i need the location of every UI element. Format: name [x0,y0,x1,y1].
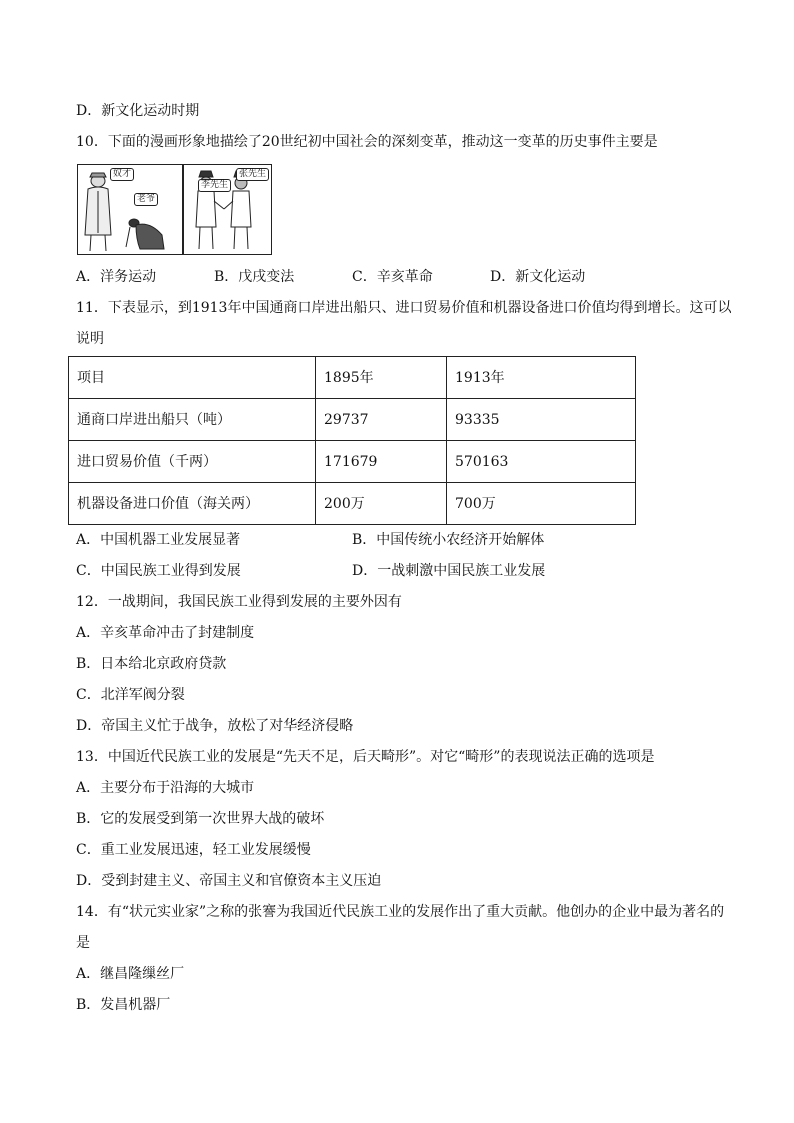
table-cell: 700万 [447,483,636,525]
q11-option-c[interactable]: C．中国民族工业得到发展 [76,563,241,579]
q13-option-d[interactable]: D．受到封建主义、帝国主义和官僚资本主义压迫 [76,873,382,889]
cartoon-divider [182,165,184,254]
q13-stem: 13．中国近代民族工业的发展是“先天不足，后天畸形”。对它“畸形”的表现说法正确的选项是 [76,749,655,765]
table-header-row [69,357,636,399]
table-cell: 29737 [316,399,447,441]
q11-stem-line1: 11．下表显示，到1913年中国通商口岸进出船只、进口贸易价值和机器设备进口价值均得到增长。这可以 [76,300,732,316]
q10-cartoon [77,164,272,255]
q11-stem-line2: 说明 [76,331,104,347]
q12-stem: 12．一战期间，我国民族工业得到发展的主要外因有 [76,594,402,610]
table-row [69,399,636,441]
table-cell: 570163 [447,441,636,483]
table-cell: 93335 [447,399,636,441]
q12-option-a[interactable]: A．辛亥革命冲击了封建制度 [76,625,255,641]
q10-option-c[interactable]: C．辛亥革命 [352,269,433,285]
q14-stem-line1: 14．有“状元实业家”之称的张謇为我国近代民族工业的发展作出了重大贡献。他创办的企业中最为著名的 [76,904,725,920]
q11-options-row2 [76,561,716,581]
q10-stem: 10．下面的漫画形象地描绘了20世纪初中国社会的深刻变革，推动这一变革的历史事件主要是 [76,134,658,150]
table-header-cell: 1913年 [447,357,636,399]
table-header-cell: 项目 [69,357,316,399]
q10-option-d[interactable]: D．新文化运动 [490,269,586,285]
q13-option-c[interactable]: C．重工业发展迅速，轻工业发展缓慢 [76,842,311,858]
table-row [69,441,636,483]
table-cell: 171679 [316,441,447,483]
q14-stem-line2: 是 [76,935,90,951]
table-cell: 机器设备进口价值（海关两） [69,483,316,525]
q9-option-d: D．新文化运动时期 [76,103,200,119]
q13-option-b[interactable]: B．它的发展受到第一次世界大战的破坏 [76,811,325,827]
bubble-servant: 奴才 [110,168,134,181]
q10-option-b[interactable]: B．戊戌变法 [214,269,295,285]
q10-option-a[interactable]: A．洋务运动 [76,269,157,285]
q11-option-d[interactable]: D．一战刺激中国民族工业发展 [352,563,546,579]
q14-option-b[interactable]: B．发昌机器厂 [76,997,171,1013]
q14-option-a[interactable]: A．继昌隆缫丝厂 [76,966,185,982]
table-cell: 通商口岸进出船只（吨） [69,399,316,441]
q12-option-c[interactable]: C．北洋军阀分裂 [76,687,185,703]
table-cell: 进口贸易价值（千两） [69,441,316,483]
bubble-mr-zhang: 张先生 [236,168,269,181]
q12-option-d[interactable]: D．帝国主义忙于战争，放松了对华经济侵略 [76,718,354,734]
q11-option-a[interactable]: A．中国机器工业发展显著 [76,532,241,548]
q11-option-b[interactable]: B．中国传统小农经济开始解体 [352,532,545,548]
q11-options-row1 [76,530,716,550]
table-header-cell: 1895年 [316,357,447,399]
bubble-mr-li: 李先生 [198,179,231,192]
table-row [69,483,636,525]
table-cell: 200万 [316,483,447,525]
q11-table [68,356,636,525]
q10-options [76,267,716,287]
bubble-master: 老爷 [134,193,158,206]
q13-option-a[interactable]: A．主要分布于沿海的大城市 [76,780,255,796]
q12-option-b[interactable]: B．日本给北京政府贷款 [76,656,227,672]
